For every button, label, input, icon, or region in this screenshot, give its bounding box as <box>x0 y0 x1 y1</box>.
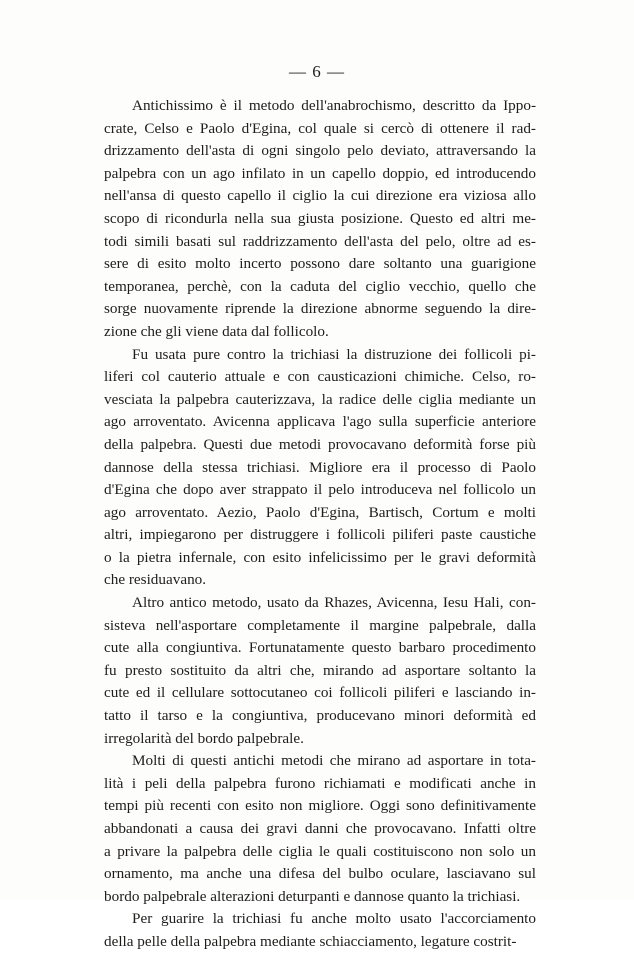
text-line: Altro antico metodo, usato da Rhazes, Avicenna, Iesu Hali, con- <box>132 594 536 612</box>
text-line: drizzamento dell'asta di ogni singolo pelo deviato, attraversando la <box>104 142 536 160</box>
text-line: ago arroventato. Aezio, Paolo d'Egina, Bartisch, Cortum e molti <box>104 503 536 521</box>
text-line: che residuavano. <box>104 571 207 589</box>
text-line: zione che gli viene data dal follicolo. <box>104 322 329 340</box>
text-line: palpebra con un ago infilato in un capello doppio, ed introducendo <box>104 164 536 182</box>
text-line: sisteva nell'asportare completamente il margine palpebrale, dalla <box>104 616 536 634</box>
text-line: cute alla congiuntiva. Fortunatamente questo barbaro procedimento <box>104 639 536 657</box>
text-line: vesciata la palpebra cauterizzava, la radice delle ciglia mediante un <box>104 390 536 408</box>
text-line: todi simili basati sul raddrizzamento dell'asta del pelo, oltre ad es- <box>104 232 536 250</box>
text-line: irregolarità del bordo palpebrale. <box>104 729 304 747</box>
text-line: tempi più recenti con esito non migliore. Oggi sono definitivamente <box>104 797 536 815</box>
text-line: a privare la palpebra delle ciglia le quali costituiscono non solo un <box>104 842 536 860</box>
text-line: Antichissimo è il metodo dell'anabrochismo, descritto da Ippo- <box>132 97 536 114</box>
text-line: della pelle della palpebra mediante schiacciamento, legature costrit- <box>104 932 517 950</box>
text-line: altri, impiegarono per distruggere i follicoli piliferi paste caustiche <box>104 526 536 544</box>
paragraph <box>104 344 536 593</box>
text-line: scopo di ricondurla nella sua giusta posizione. Questo ed altri me- <box>104 209 536 227</box>
text-line: sere di esito molto incerto possono dare soltanto una guarigione <box>104 255 536 273</box>
text-line: della palpebra. Questi due metodi provocavano deformità forse più <box>104 435 536 453</box>
text-line: crate, Celso e Paolo d'Egina, col quale si cercò di ottenere il rad- <box>104 119 536 137</box>
text-line: abbandonati a causa dei gravi danni che provocavano. Infatti oltre <box>104 820 536 837</box>
text-line: cute ed il cellulare sottocutaneo coi follicoli piliferi e lasciando in- <box>104 684 536 702</box>
page-number: — 6 — <box>289 62 345 81</box>
text-line: Fu usata pure contro la trichiasi la distruzione dei follicoli pi- <box>132 345 536 363</box>
paragraph <box>104 750 536 908</box>
text-line: Molti di questi antichi metodi che mirano ad asportare in tota- <box>132 752 536 770</box>
text-line: fu presto sostituito da altri che, mirando ad asportare soltanto la <box>104 661 536 679</box>
paragraph <box>104 592 536 750</box>
text-line: o la pietra infernale, con esito infelicissimo per le gravi deformità <box>104 548 536 566</box>
text-line: sorge nuovamente riprende la direzione abnorme seguendo la dire- <box>104 300 536 318</box>
text-line: Per guarire la trichiasi fu anche molto usato l'accorciamento <box>132 910 536 928</box>
text-line: dannose della stessa trichiasi. Migliore era il processo di Paolo <box>104 458 536 476</box>
paragraph <box>104 95 536 344</box>
text-line: d'Egina che dopo aver strappato il pelo introduceva nel follicolo un <box>104 481 536 499</box>
text-line: tatto il tarso e la congiuntiva, producevano minori deformità ed <box>104 707 536 725</box>
text-line: nell'ansa di questo capello il ciglio la cui direzione era viziosa allo <box>104 187 536 205</box>
text-line: lità i peli della palpebra furono richiamati e modificati anche in <box>104 774 536 792</box>
text-line: ago arroventato. Avicenna applicava l'ago sulla superficie anteriore <box>104 413 536 431</box>
text-line: liferi col cauterio attuale e con causticazioni chimiche. Celso, ro- <box>104 368 536 386</box>
text-line: bordo palpebrale alterazioni deturpanti e dannose quanto la trichiasi. <box>104 887 521 905</box>
body-text <box>104 95 536 954</box>
paragraph <box>104 908 536 953</box>
text-line: temporanea, perchè, con la caduta del ciglio vecchio, quello che <box>104 277 536 295</box>
text-line: ornamento, ma anche una difesa del bulbo oculare, lasciavano sul <box>104 865 536 883</box>
